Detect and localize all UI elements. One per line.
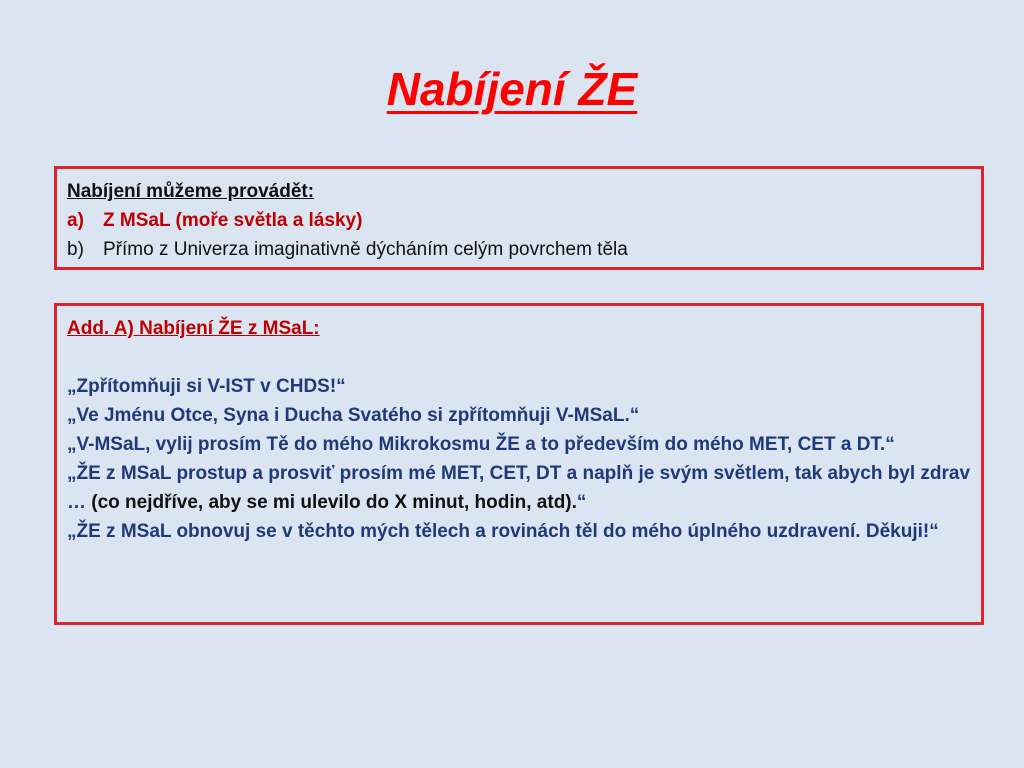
method-a-marker: a) [67,210,84,231]
blank-line [67,343,971,372]
prayer-line-3: „V-MSaL, vylij prosím Tě do mého Mikrokosmu ŽE a to především do mého MET, CET a DT.“ [67,434,895,455]
prayer-line-4-note: (co nejdříve, aby se mi ulevilo do X minut, hodin, atd). [91,492,577,513]
box2-heading: Add. A) Nabíjení ŽE z MSaL: [67,318,320,339]
prayer-line-2: „Ve Jménu Otce, Syna i Ducha Svatého si zpřítomňuji V-MSaL.“ [67,405,640,426]
slide-title: Nabíjení ŽE [386,63,638,115]
method-a-text: Z MSaL (moře světla a lásky) [103,210,363,231]
method-a [67,206,971,235]
prayer-line-5: „ŽE z MSaL obnovuj se v těchto mých tělech a rovinách těl do mého úplného uzdravení. Děkuji!“ [67,521,939,542]
prayer-line-1: „Zpřítomňuji si V-IST v CHDS!“ [67,376,346,397]
method-b-marker: b) [67,239,84,260]
prayer-line-4-close: “ [576,492,587,513]
prayer-line-4 [67,459,971,517]
method-b [67,235,971,264]
prayer-line-4-main: „ŽE z MSaL prostup a prosviť prosím mé MET, CET, DT a naplň je svým světlem, tak abych byl zdrav … [67,463,971,513]
box1-heading: Nabíjení můžeme provádět: [67,181,315,202]
prayer-box [54,303,984,625]
method-b-text: Přímo z Univerza imaginativně dýcháním celým povrchem těla [103,239,628,260]
charging-methods-box [54,166,984,270]
